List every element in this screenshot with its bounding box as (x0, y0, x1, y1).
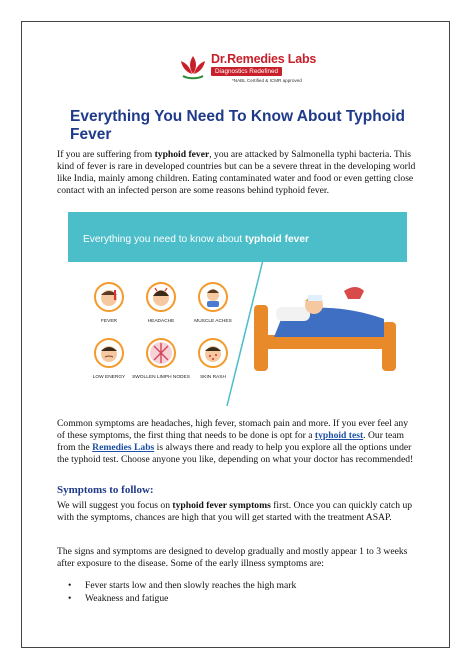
symptom-label: FEVER (101, 319, 117, 324)
symptom-label: SWOLLEN LIMPH NODES (132, 375, 190, 380)
banner-title-bold: typhoid fever (244, 234, 309, 245)
test-text-2: . Our team from the (57, 430, 404, 454)
symptom-label: HEADACHE (147, 319, 175, 324)
symptom-skin-rash (183, 338, 243, 381)
remedies-labs-link[interactable]: Remedies Labs (92, 442, 155, 454)
banner-title-regular: Everything you need to know about (83, 234, 245, 245)
fever-icon (94, 282, 124, 312)
symptom-list (57, 580, 397, 605)
symptom-label: SKIN RASH (200, 375, 226, 380)
symptom-fever (79, 282, 139, 325)
focus-text-1: We will suggest you focus on (57, 500, 173, 511)
intro-text-2: , you are attacked by Salmonella typhi bacteria. This kind of fever is rare in developed countries but can be a severe threat in the developing world like India, mainly among children. Eating contaminated water and food or even getting close contact with an infected person are some reasons behind typhoid fever. (57, 149, 416, 197)
brand-certification: *NABL Certified & ICMR approved (232, 78, 302, 83)
test-text-3: is always there and ready to help you explore all the options under the typhoid test. Choose anyone you like, depending on what your doctor has recommended! (57, 442, 414, 466)
symptoms-heading: Symptoms to follow: (57, 484, 154, 496)
lotus-icon (178, 54, 208, 80)
symptom-muscle-aches (183, 282, 243, 325)
intro-paragraph (57, 149, 417, 197)
symptom-low-energy (79, 338, 139, 381)
test-paragraph (57, 418, 417, 466)
list-item-text: Fever starts low and then slowly reaches the high mark (85, 580, 297, 591)
muscle-aches-icon (198, 282, 228, 312)
symptom-label: LOW ENERGY (92, 375, 126, 380)
list-item (57, 593, 397, 606)
list-item (57, 580, 397, 593)
test-text-1: Common symptoms are headaches, high fever, stomach pain and more. If you ever feel any of these symptoms, the first thing that needs to be done is opt for a (57, 418, 409, 442)
banner-title (83, 234, 309, 245)
typhoid-test-link[interactable]: typhoid test (314, 430, 364, 442)
intro-bold: typhoid fever (154, 149, 210, 160)
skin-rash-icon (198, 338, 228, 368)
brand-name: Dr.Remedies Labs (211, 52, 317, 66)
list-item-text: Weakness and fatigue (85, 592, 169, 604)
focus-bold: typhoid fever symptoms (172, 500, 271, 511)
intro-text-1: If you are suffering from (57, 149, 155, 160)
page-title: Everything You Need To Know About Typhoid Fever (70, 108, 405, 143)
focus-text-2: first. Once you can quickly catch up with the symptoms, chances are high that you will get started with the treatment ASAP. (57, 500, 413, 524)
low-energy-icon (94, 338, 124, 368)
symptom-swollen-lymph-nodes (131, 338, 191, 381)
bullet-icon: • (68, 580, 72, 591)
sick-child-illustration (252, 277, 402, 377)
focus-paragraph (57, 500, 417, 524)
signs-paragraph: The signs and symptoms are designed to develop gradually and mostly appear 1 to 3 weeks after exposure to the disease. Some of the early illness symptoms are: (57, 546, 408, 570)
symptom-label: MUSCLE ACHES (194, 319, 232, 324)
infographic-banner (57, 212, 407, 406)
brand-logo (178, 52, 328, 100)
lymph-nodes-icon (146, 338, 176, 368)
headache-icon (146, 282, 176, 312)
bullet-icon: • (68, 592, 72, 604)
brand-tagline: Diagnostics Redefined (211, 67, 282, 76)
symptom-headache (131, 282, 191, 325)
symptom-icons (79, 270, 269, 400)
